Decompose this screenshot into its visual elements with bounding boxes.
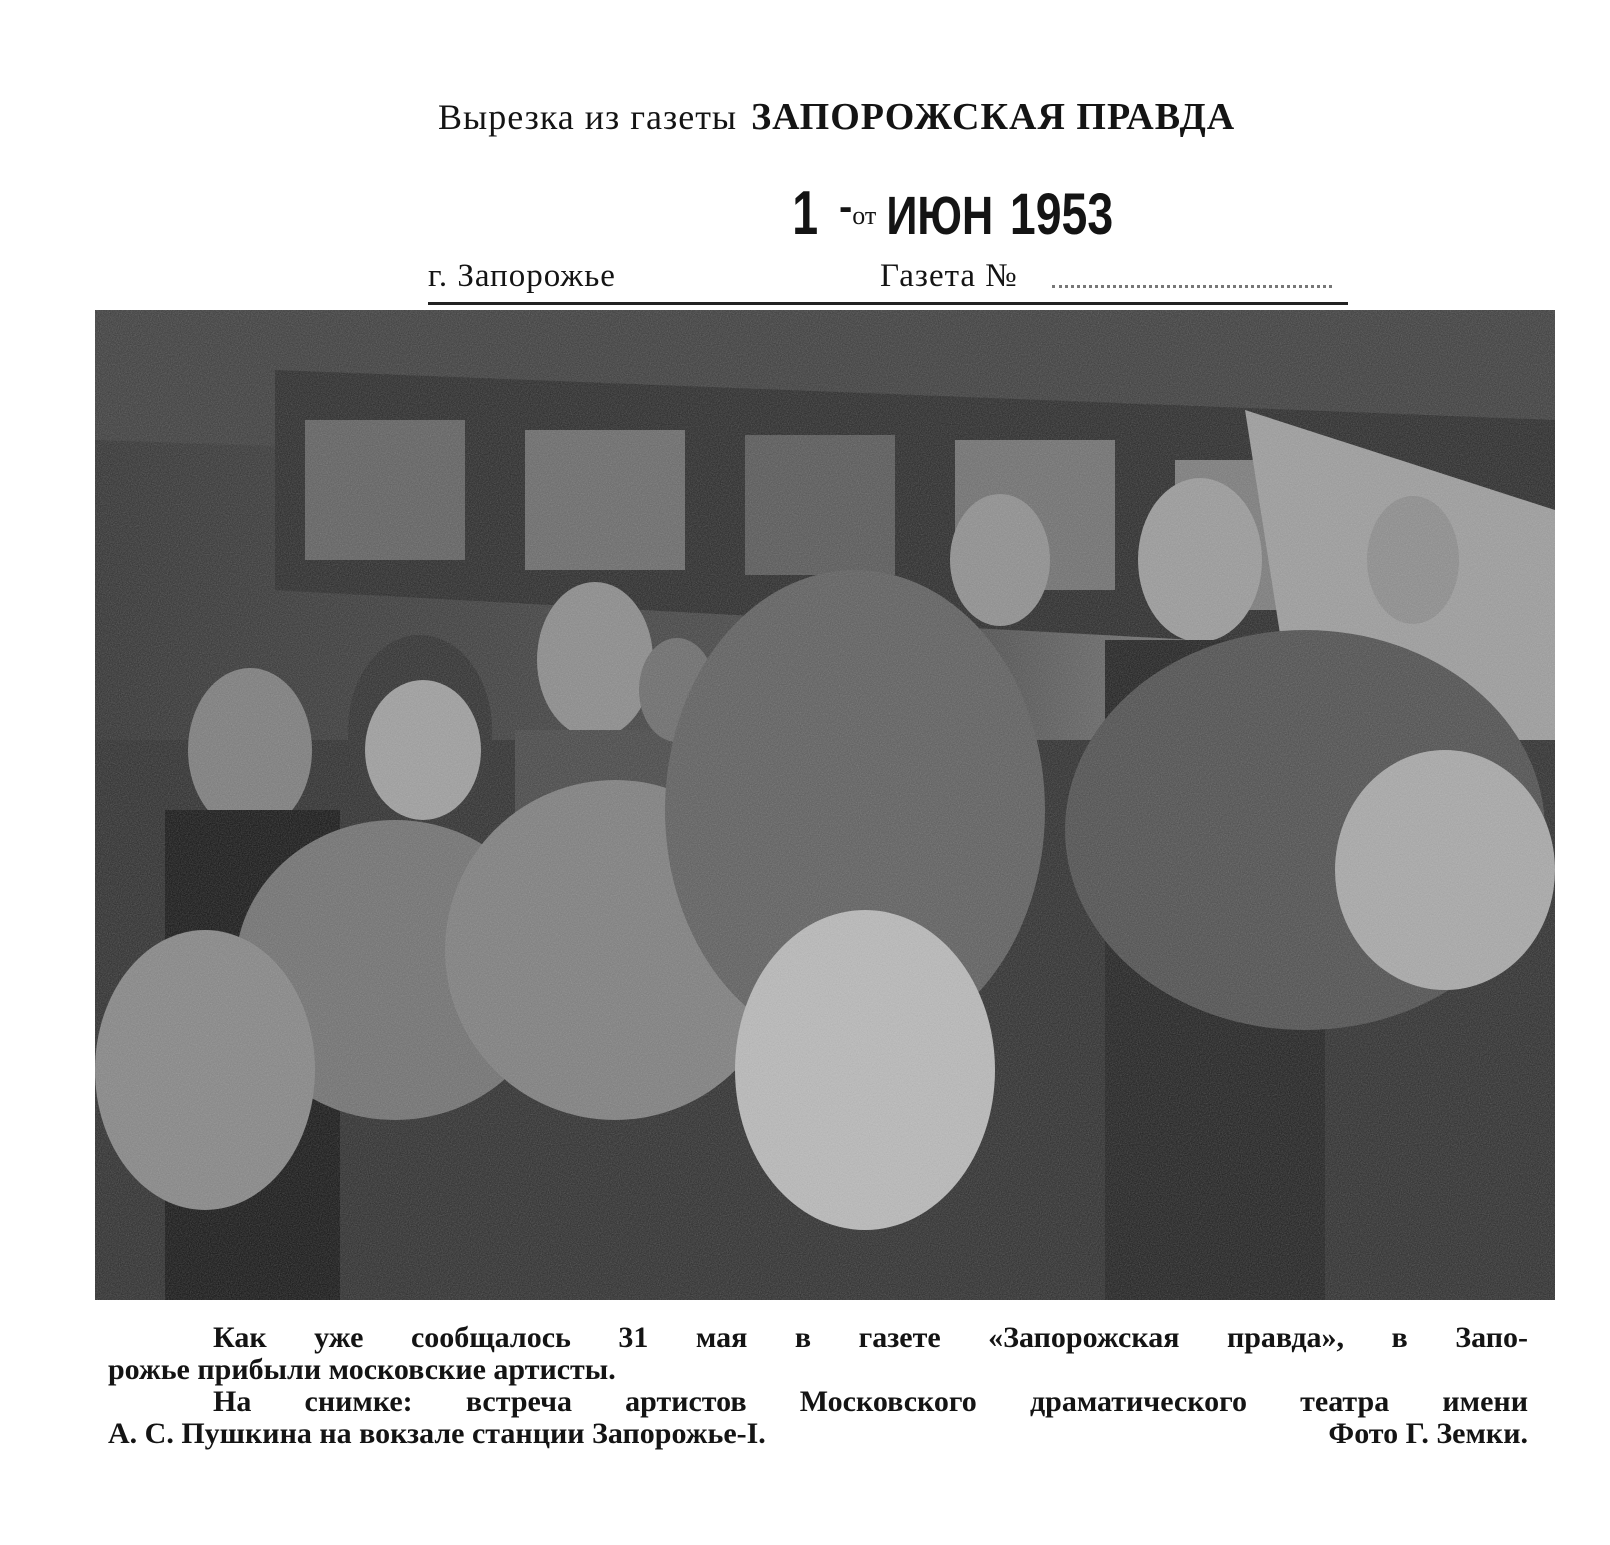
caption-text-end: А. С. Пушкина на вокзале станции Запорожье-I. (108, 1417, 766, 1450)
stamp-day: 1 (792, 179, 819, 248)
photo-credit: Фото Г. Земки. (1328, 1417, 1528, 1450)
stamp-month: ИЮН (886, 186, 993, 246)
issue-number-blank (1052, 285, 1332, 288)
caption-line-1: Как уже сообщалось 31 мая в газете «Запорожская правда», в Запо- (213, 1321, 1528, 1354)
newspaper-photo (95, 310, 1555, 1300)
issue-number-label: Газета № (880, 258, 1018, 294)
stamp-from-label: от (852, 201, 877, 230)
stamp-year: 1953 (1009, 182, 1113, 247)
city-label: г. Запорожье (428, 258, 616, 294)
caption-line-4 (108, 1418, 1528, 1450)
stamp-dash: - (838, 185, 853, 229)
clipping-header (438, 95, 1235, 139)
caption-line-2: рожье прибыли московские артисты. (108, 1353, 616, 1386)
newspaper-title: ЗАПОРОЖСКАЯ ПРАВДА (751, 96, 1236, 138)
header-underline (428, 302, 1348, 305)
caption-line-3: На снимке: встреча артистов Московского драматического театра имени (213, 1385, 1528, 1418)
date-stamp (788, 178, 1126, 249)
clipping-prefix: Вырезка из газеты (438, 97, 738, 137)
photo-caption (108, 1322, 1528, 1450)
